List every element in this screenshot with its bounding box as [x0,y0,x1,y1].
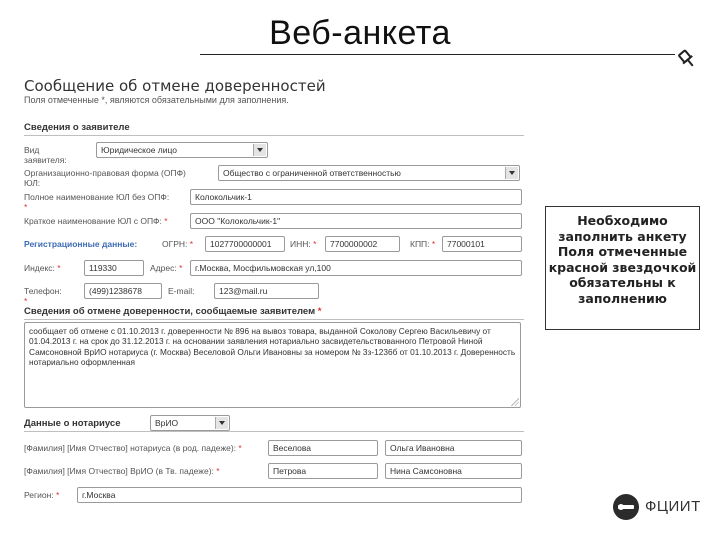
applicant-type-label: Вид заявителя: [24,145,67,165]
email-input[interactable]: 123@mail.ru [214,283,319,299]
notary-type-select[interactable] [150,415,230,431]
slide-title: Веб-анкета [269,14,451,52]
index-input[interactable]: 119330 [84,260,144,276]
email-label: E-mail: [168,286,195,296]
region-label: Регион: * [24,490,60,500]
notary-type-value: ВрИО [155,418,179,428]
logo-icon [612,493,640,521]
ogrn-input[interactable]: 1027700000001 [205,236,285,252]
section-divider [24,431,524,432]
short-name-input[interactable]: ООО "Колокольчик-1" [190,213,522,229]
notary-name-label: [Фамилия] [Имя Отчество] нотариуса (в род. падеже): * [24,443,242,453]
region-input[interactable]: г.Москва [77,487,522,503]
form-required-note: Поля отмеченные *, являются обязательными для заполнения. [24,95,289,105]
section-divider [24,319,524,320]
ogrn-label: ОГРН: * [162,239,194,249]
kpp-label: КПП: * [410,239,436,249]
address-input[interactable]: г.Москва, Мосфильмовская ул,100 [190,260,522,276]
short-name-label: Краткое наименование ЮЛ с ОПФ: * [24,216,168,226]
section-divider [24,135,524,136]
phone-label: Телефон: * [24,286,62,306]
form-heading: Сообщение об отмене доверенностей [24,77,326,95]
logo-text: ФЦИИТ [645,498,701,515]
address-label: Адрес: * [150,263,183,273]
full-name-label: Полное наименование ЮЛ без ОПФ: * [24,192,170,212]
instruction-callout: Необходимо заполнить анкету Поля отмеченные красной звездочкой обязательны к заполнению [545,206,700,330]
phone-input[interactable]: (499)1238678 [84,283,162,299]
notary-surname-input[interactable]: Веселова [268,440,378,456]
message-text: сообщает об отмене с 01.10.2013 г. доверенности № 896 на вывоз товара, выданной Соколову Сергею Васильевичу от 01.04.2013 г. на срок до 31.12.2013 г. на основании заявления нотариально засвидетельствованного Петровой Ниной Самсоновной ВрИО нотариуса (г. Москва) Веселовой Ольги Ивановны за номером № 3з-1236б от 01.10.2013 г. Доверенность нотариально оформленная [29,326,516,368]
reg-data-label: Регистрационные данные: [24,239,138,249]
opf-select[interactable] [218,165,520,181]
vrio-fullname-input[interactable]: Нина Самсоновна [385,463,522,479]
vrio-name-label: [Фамилия] [Имя Отчество] ВрИО (в Тв. падеже): * [24,466,220,476]
notary-section-header: Данные о нотариусе [24,418,121,429]
full-name-input[interactable]: Колокольчик-1 [190,189,522,205]
title-underline [200,54,675,55]
message-textarea[interactable] [24,322,521,408]
chevron-down-icon [215,417,228,429]
resize-grip-icon[interactable] [511,398,519,406]
applicant-type-value: Юридическое лицо [101,145,178,155]
applicant-section-header: Сведения о заявителе [24,122,130,133]
message-section-header: Сведения об отмене доверенности, сообщаемые заявителем * [24,306,322,317]
vrio-surname-input[interactable]: Петрова [268,463,378,479]
index-label: Индекс: * [24,263,61,273]
pin-icon [676,48,698,70]
chevron-down-icon [505,167,518,179]
inn-label: ИНН: * [290,239,317,249]
kpp-input[interactable]: 77000101 [442,236,522,252]
opf-value: Общество с ограниченной ответственностью [223,168,401,178]
opf-label: Организационно-правовая форма (ОПФ) ЮЛ: [24,168,186,188]
applicant-type-select[interactable] [96,142,268,158]
chevron-down-icon [253,144,266,156]
notary-fullname-input[interactable]: Ольга Ивановна [385,440,522,456]
inn-input[interactable]: 7700000002 [325,236,400,252]
